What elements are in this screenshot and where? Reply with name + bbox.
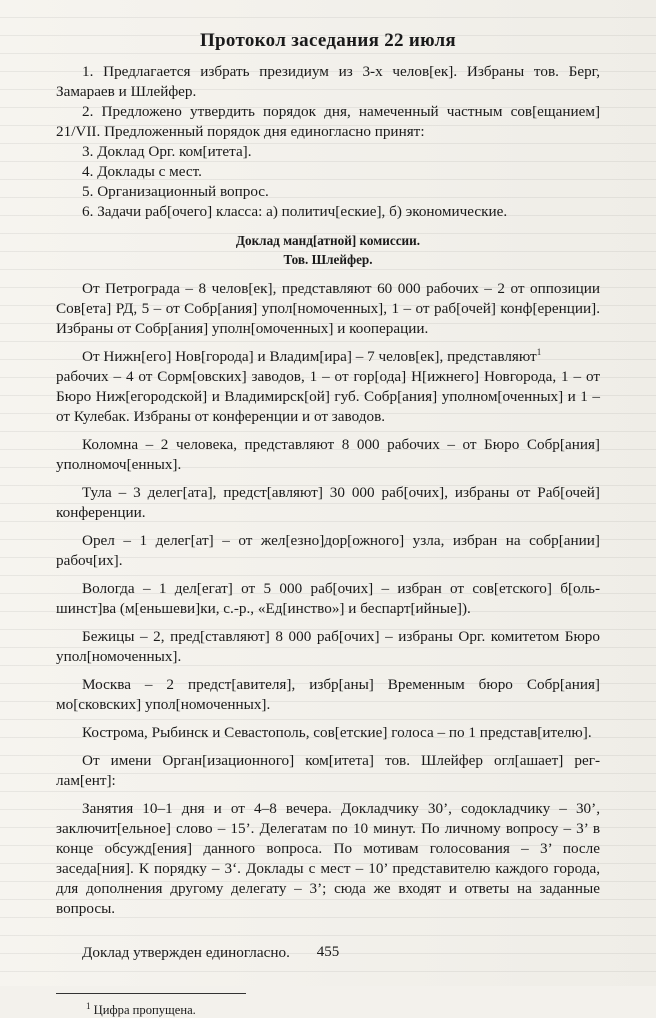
agenda-item-1: 1. Предлагается избрать президиум из 3-х челов[ек]. Избраны тов. Берг, Замараев и Шлейфер. (56, 63, 600, 100)
report-vologda: Вологда – 1 дел[егат] от 5 000 раб[очих] – избран от сов[етского] б[ольшинст]ва (м[еньшеви]ки, с.-р., «Ед[инство»] и беспарт[ийные]). (56, 580, 600, 617)
section-heading: Доклад манд[атной] комиссии. (235, 233, 421, 248)
reglament-intro: От имени Орган[изационного] ком[итета] тов. Шлейфер огл[ашает] реглам[ент]: (56, 752, 600, 789)
footnote-divider (56, 993, 246, 994)
report-petrograd: От Петрограда – 8 челов[ек], представляют 60 000 рабочих – 2 от оппозиции Сов[ета] РД, 5 – от Собр[ания] упол[номоченных], 1 – от раб[очей] конф[еренции]. Избраны от Собр[ания] уполн[омоченных] и кооперации. (56, 280, 600, 337)
page-number: 455 (316, 944, 340, 960)
report-nizhny-head-text: От Нижн[его] Нов[города] и Владим[ира] – 7 челов[ек], представляют (82, 348, 537, 365)
document-title: Протокол заседания 22 июля (199, 30, 457, 51)
report-tula: Тула – 3 делег[ата], предст[авляют] 30 000 раб[очих], избраны от Раб[очей] конференции. (56, 484, 600, 521)
report-kostroma: Кострома, Рыбинск и Севастополь, сов[етские] голоса – по 1 представ[ителю]. (82, 724, 592, 741)
report-nizhny-body: рабочих – 4 от Сорм[овских] заводов, 1 – от гор[ода] Н[ижнего] Новгорода, 1 – от Бюро Ниж[егородской] и Владимирск[ой] губ. Собр[ания] уполном[оченных] и 1 – от Кулебак. Избраны от конференции и от заводов. (56, 368, 600, 425)
footnote-text: Цифра пропущена. (93, 1003, 196, 1017)
footnote-reference: 1 (536, 346, 542, 357)
closing-line: Доклад утвержден единогласно. (82, 944, 290, 961)
report-kolomna: Коломна – 2 человека, представляют 8 000 рабочих – от Бюро Собр[ания] уполномоч[енных]. (56, 436, 600, 473)
report-bezhitsy: Бежицы – 2, пред[ставляют] 8 000 раб[очих] – избраны Орг. комитетом Бюро упол[номоченных]. (56, 628, 600, 665)
agenda-item-6: 6. Задачи раб[очего] класса: а) политич[еские], б) экономические. (82, 203, 508, 220)
report-orel: Орел – 1 делег[ат] – от жел[езно]дор[ожного] узла, избран на собр[ании] рабоч[их]. (56, 532, 600, 569)
agenda-item-3: 3. Доклад Орг. ком[итета]. (82, 143, 252, 160)
agenda-item-2: 2. Предложено утвердить порядок дня, намеченный частным сов[ещанием] 21/VII. Предложенный порядок дня единогласно принят: (56, 103, 600, 140)
agenda-item-4: 4. Доклады с мест. (82, 163, 202, 180)
agenda-item-5: 5. Организационный вопрос. (82, 183, 269, 200)
footnote-marker: 1 (86, 1000, 91, 1011)
report-nizhny-head (56, 347, 600, 367)
reglament-text: Занятия 10–1 дня и от 4–8 вечера. Докладчику 30’, содокладчику – 30’, заключит[ельное] слово – 15’. Делегатам по 10 минут. По личному вопросу – 3’ в конце обсужд[ения] данного вопроса. По мотивам голосования – 3’ после заседа[ния]. К порядку – 3‘. Доклады с мест – 10’ представителю каждого города, для дополнения другому делегату – 3’; сюда же входят и ответы на заданные вопросы. (56, 800, 600, 917)
footnote (56, 1002, 600, 1018)
report-moskva: Москва – 2 предст[авителя], избр[аны] Временным бюро Собр[ания] мо[сковских] упол[номоченных]. (56, 676, 600, 713)
section-speaker: Тов. Шлейфер. (283, 252, 373, 267)
